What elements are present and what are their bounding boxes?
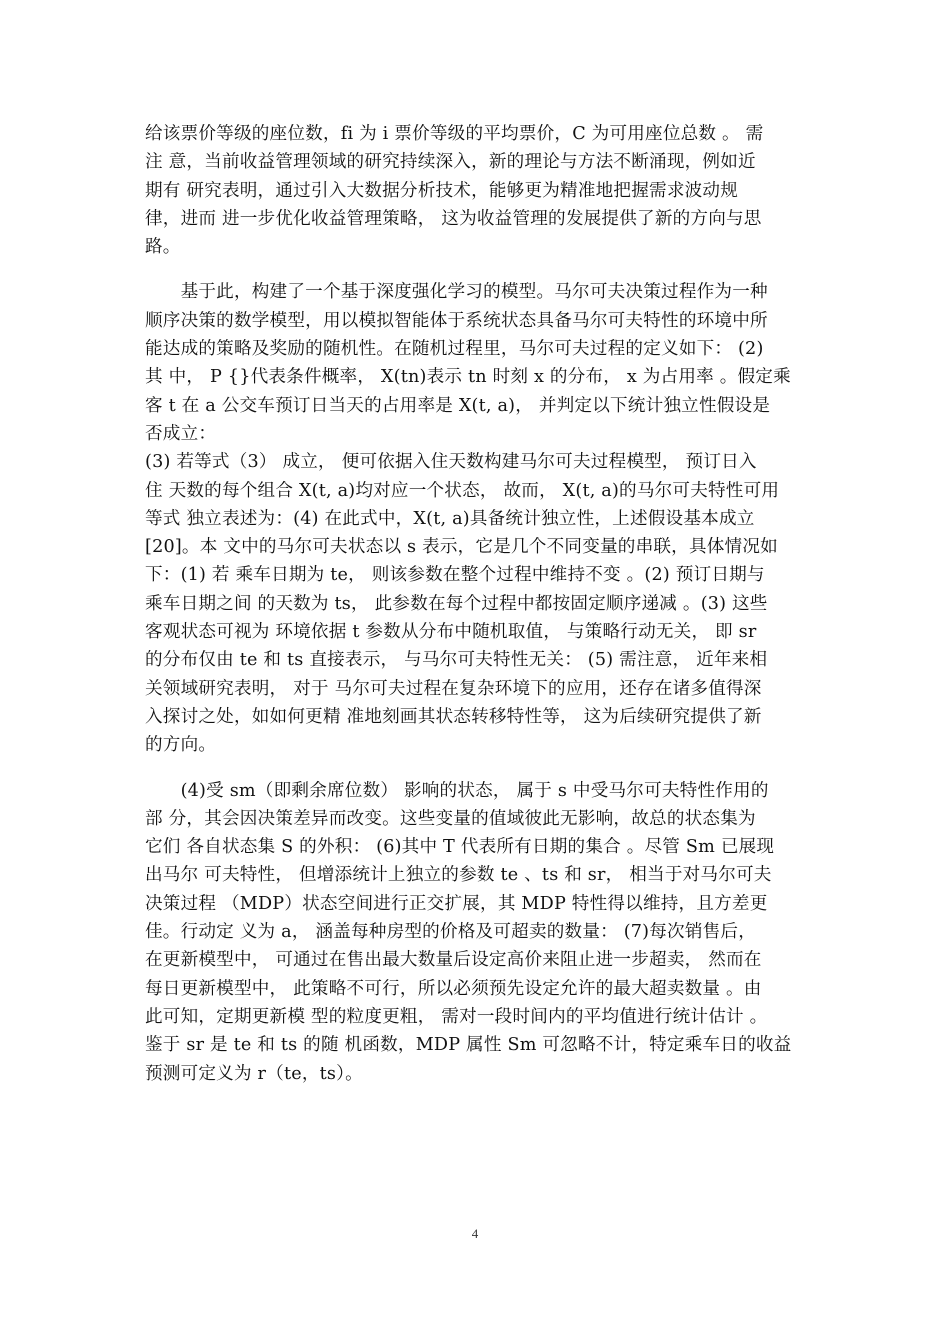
text-line: 律，进而 进一步优化收益管理策略， 这为收益管理的发展提供了新的方向与思 bbox=[145, 208, 762, 229]
text-line: 每日更新模型中， 此策略不可行，所以必须预先设定允许的最大超卖数量 。由 bbox=[145, 978, 762, 999]
text-line: 的分布仅由 te 和 ts 直接表示， 与马尔可夫特性无关： (5) 需注意， 近年来相 bbox=[145, 650, 768, 671]
text-line: 否成立： bbox=[145, 423, 217, 444]
text-line: 它们 各自状态集 S 的外积： (6)其中 T 代表所有日期的集合 。尽管 Sm 已展现 bbox=[145, 837, 775, 858]
text-line: 注 意，当前收益管理领域的研究持续深入，新的理论与方法不断涌现，例如近 bbox=[145, 152, 756, 173]
paragraph-2 bbox=[145, 278, 813, 759]
text-line: 在更新模型中， 可通过在售出最大数量后设定高价来阻止进一步超卖， 然而在 bbox=[145, 950, 762, 971]
text-line: 鉴于 sr 是 te 和 ts 的随 机函数，MDP 属性 Sm 可忽略不计，特定乘车日的收益 bbox=[145, 1035, 792, 1056]
text-line: (3) 若等式（3） 成立， 便可依据入住天数构建马尔可夫过程模型， 预订日入 bbox=[145, 452, 757, 473]
text-line: 入探讨之处，如如何更精 准地刻画其状态转移特性等， 这为后续研究提供了新 bbox=[145, 706, 762, 727]
text-line: 关领域研究表明， 对于 马尔可夫过程在复杂环境下的应用，还存在诸多值得深 bbox=[145, 678, 762, 699]
text-line: 基于此，构建了一个基于深度强化学习的模型。马尔可夫决策过程作为一种 bbox=[145, 282, 768, 303]
text-line: 住 天数的每个组合 X(t, a)均对应一个状态， 故而， X(t, a)的马尔可夫特性可用 bbox=[145, 480, 780, 501]
paragraph-1 bbox=[145, 120, 813, 261]
text-line: 客 t 在 a 公交车预订日当天的占用率是 X(t, a)， 并判定以下统计独立性假设是 bbox=[145, 395, 771, 416]
body-text bbox=[145, 120, 813, 1088]
paragraph-gap bbox=[145, 261, 813, 278]
text-line: 乘车日期之间 的天数为 ts， 此参数在每个过程中都按固定顺序递减 。(3) 这些 bbox=[145, 593, 768, 614]
text-line: 给该票价等级的座位数，fi 为 i 票价等级的平均票价，C 为可用座位总数 。 需 bbox=[145, 124, 764, 144]
paragraph-gap bbox=[145, 760, 813, 777]
text-line: 其 中， P {}代表条件概率， X(tn)表示 tn 时刻 x 的分布， x 为占用率 。假定乘 bbox=[145, 367, 791, 388]
text-line: 出马尔 可夫特性， 但增添统计上独立的参数 te 、ts 和 sr， 相当于对马尔可夫 bbox=[145, 865, 772, 886]
paragraph-3 bbox=[145, 777, 813, 1088]
text-line: 下：(1) 若 乘车日期为 te， 则该参数在整个过程中维持不变 。(2) 预订日期与 bbox=[145, 565, 765, 586]
text-line: 路。 bbox=[145, 237, 181, 258]
page-number: 4 bbox=[471, 1226, 479, 1241]
text-line: (4)受 sm（即剩余席位数） 影响的状态， 属于 s 中受马尔可夫特性作用的 bbox=[145, 780, 769, 801]
text-line: 能达成的策略及奖励的随机性。在随机过程里，马尔可夫过程的定义如下： (2) bbox=[145, 339, 764, 360]
text-line: 等式 独立表述为：(4) 在此式中，X(t, a)具备统计独立性，上述假设基本成立 bbox=[145, 508, 755, 529]
text-line: 佳。行动定 义为 a， 涵盖每种房型的价格及可超卖的数量： (7)每次销售后， bbox=[145, 922, 756, 943]
text-line: 客观状态可视为 环境依据 t 参数从分布中随机取值， 与策略行动无关， 即 sr bbox=[145, 622, 757, 643]
text-line: 部 分，其会因决策差异而改变。这些变量的值域彼此无影响，故总的状态集为 bbox=[145, 808, 756, 829]
text-line: 决策过程 （MDP）状态空间进行正交扩展，其 MDP 特性得以维持，且方差更 bbox=[145, 893, 768, 914]
text-line: 此可知，定期更新模 型的粒度更粗， 需对一段时间内的平均值进行统计估计 。 bbox=[145, 1006, 768, 1027]
text-line: [20]。本 文中的马尔可夫状态以 s 表示，它是几个不同变量的串联，具体情况如 bbox=[145, 537, 778, 558]
text-line: 预测可定义为 r（te，ts）。 bbox=[145, 1063, 363, 1084]
text-line: 顺序决策的数学模型，用以模拟智能体于系统状态具备马尔可夫特性的环境中所 bbox=[145, 310, 768, 331]
text-line: 的方向。 bbox=[145, 735, 217, 756]
text-line: 期有 研究表明，通过引入大数据分析技术，能够更为精准地把握需求波动规 bbox=[145, 180, 738, 201]
